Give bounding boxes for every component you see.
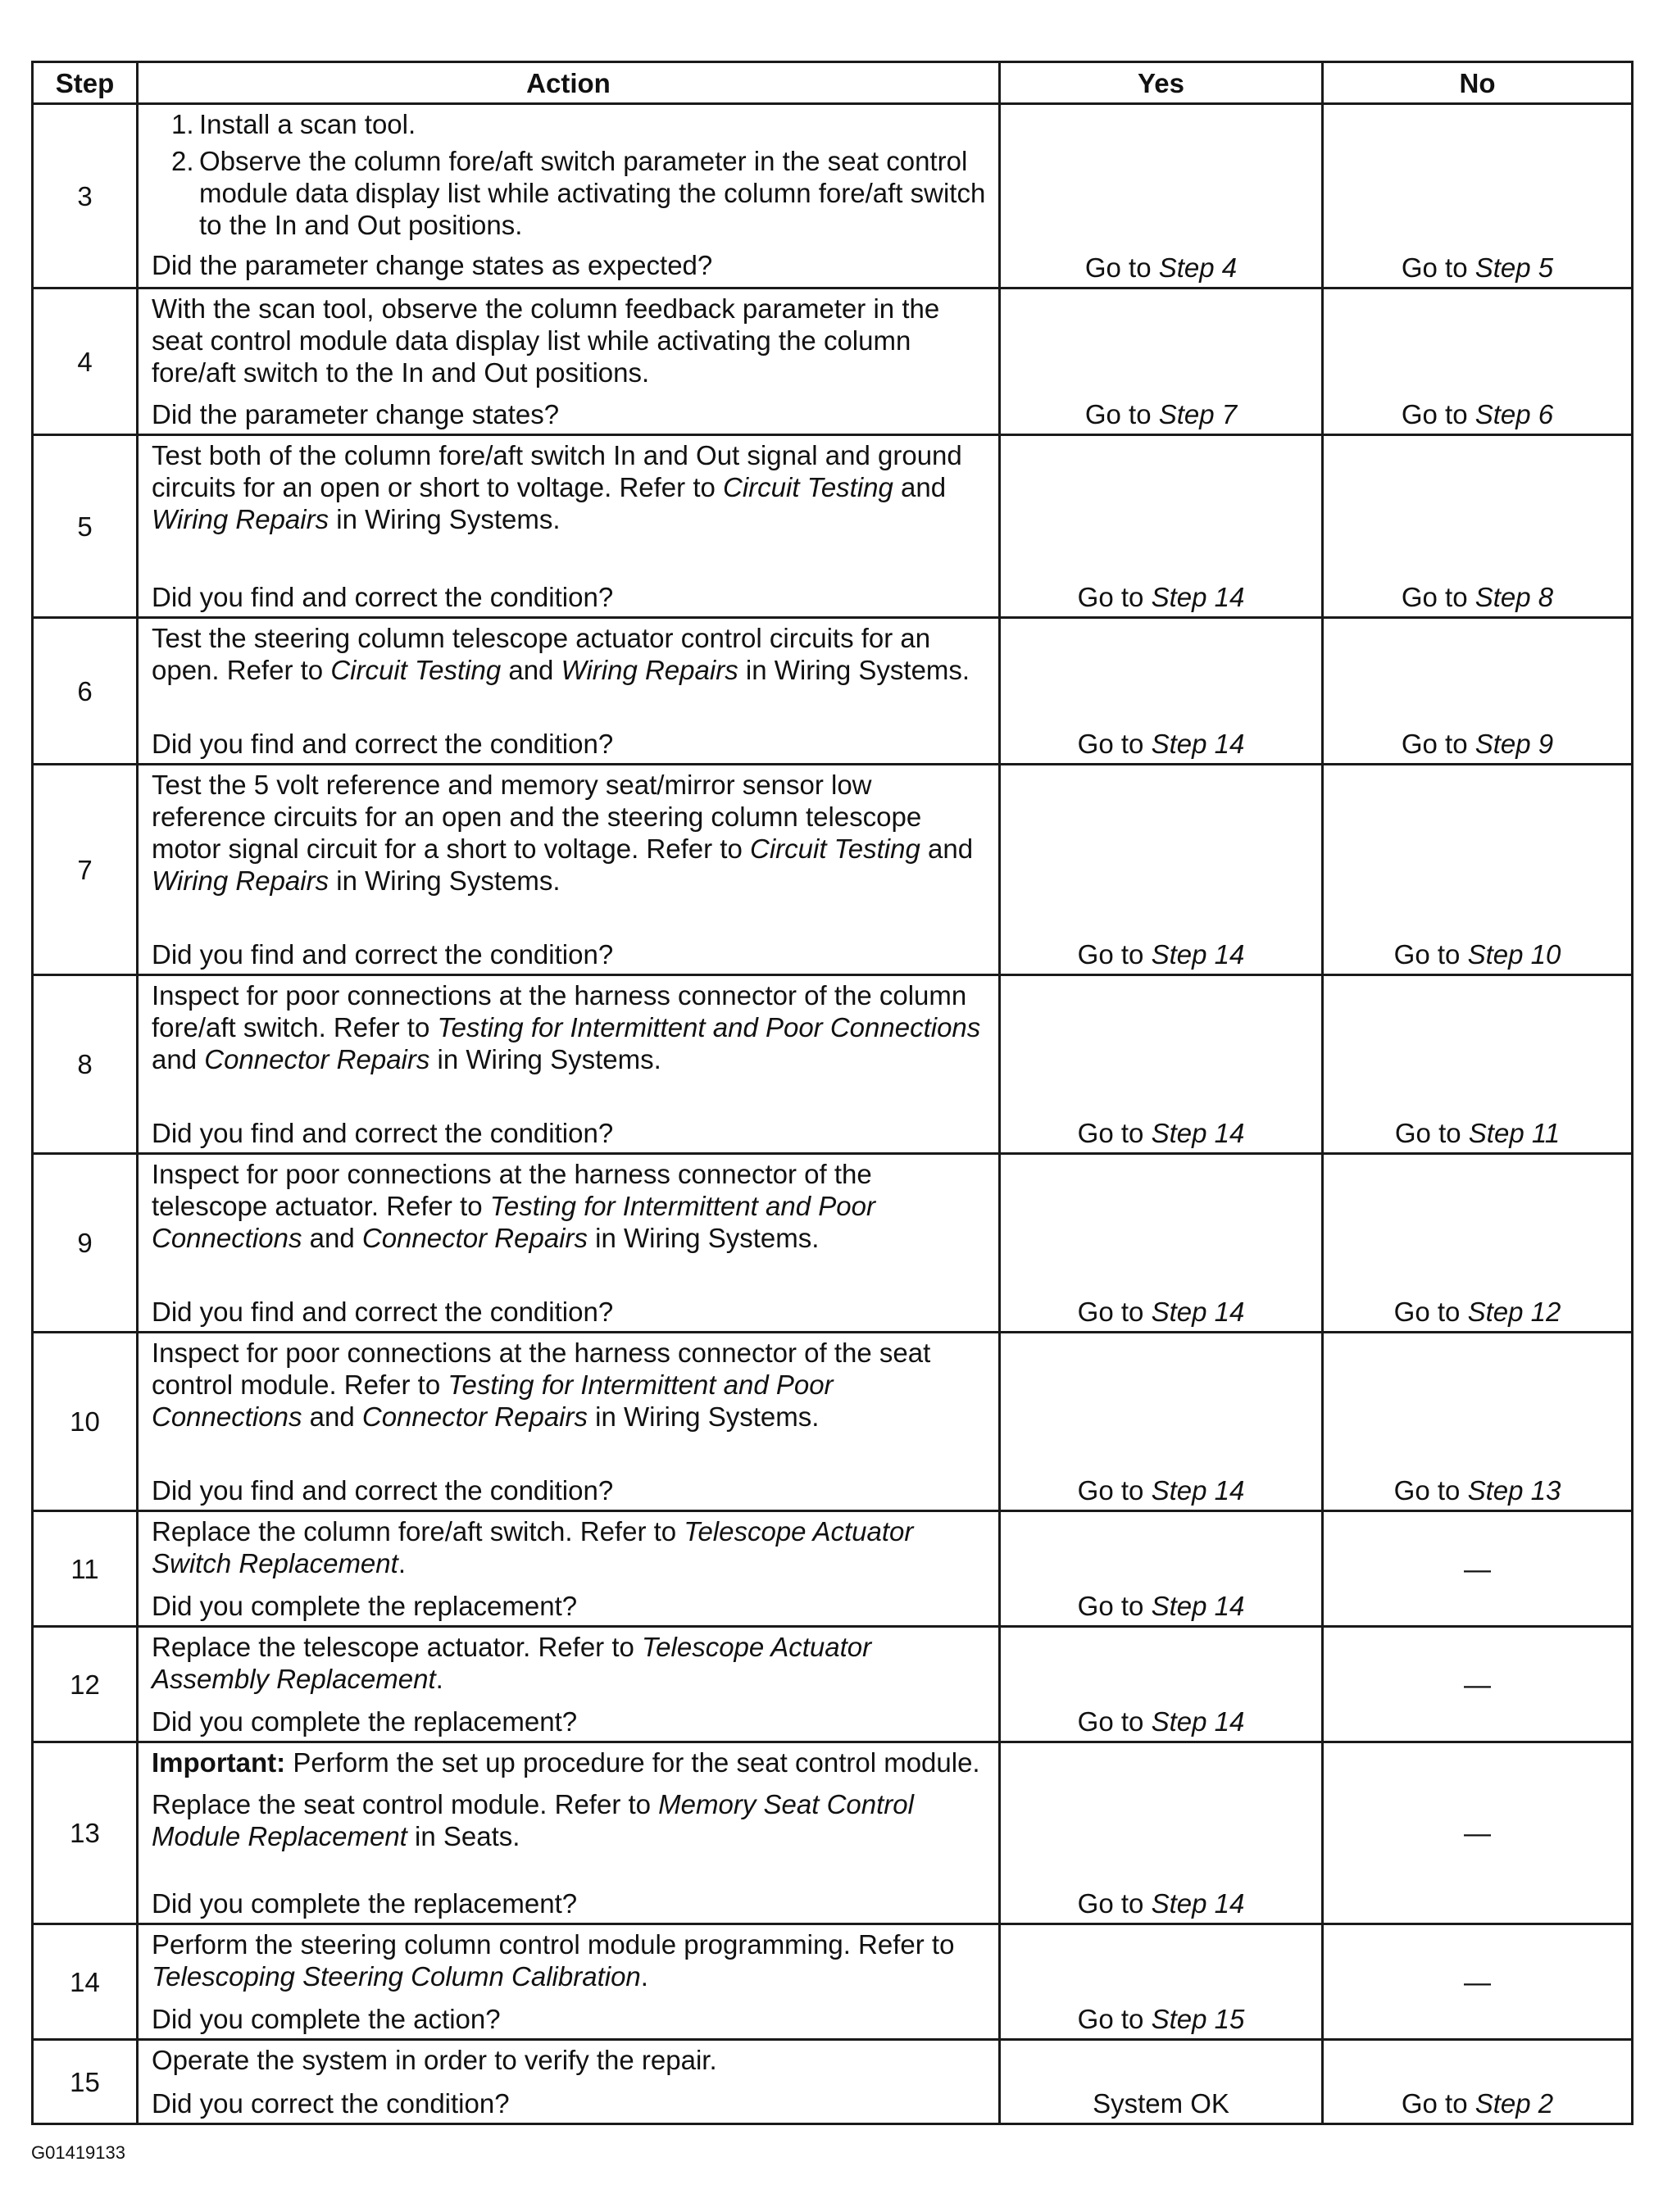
reference-text: Wiring Repairs bbox=[152, 865, 329, 896]
action-text: and bbox=[893, 472, 947, 502]
action-paragraph bbox=[152, 1515, 990, 1579]
step-number: 6 bbox=[33, 618, 138, 765]
action-question: Did you find and correct the condition? bbox=[152, 1118, 614, 1148]
step-link[interactable]: Step 7 bbox=[1158, 399, 1238, 429]
action-text: Operate the system in order to verify the repair. bbox=[152, 2045, 717, 2075]
yes-cell bbox=[1000, 288, 1323, 435]
go-to-text: Go to bbox=[1401, 2088, 1475, 2119]
action-question: Did you complete the replacement? bbox=[152, 1888, 578, 1919]
important-label: Important: bbox=[152, 1747, 286, 1778]
action-text: With the scan tool, observe the column feedback parameter in the seat control module data display list while activating the column fore/aft switch to the In and Out positions. bbox=[152, 293, 940, 388]
action-text: Replace the column fore/aft switch. Refer to bbox=[152, 1516, 684, 1547]
header-yes: Yes bbox=[1000, 62, 1323, 104]
action-paragraph bbox=[152, 2044, 990, 2076]
step-link[interactable]: Step 14 bbox=[1151, 1591, 1245, 1621]
action-text: Inspect for poor connections at the harness connector of the column fore/aft switch. Refer to bbox=[152, 980, 967, 1042]
action-cell bbox=[138, 104, 1000, 288]
action-paragraph bbox=[152, 1158, 990, 1254]
go-to-text: Go to bbox=[1077, 582, 1152, 612]
step-number: 11 bbox=[33, 1511, 138, 1627]
no-cell bbox=[1323, 2040, 1633, 2124]
action-text: Perform the set up procedure for the seat control module. bbox=[285, 1747, 980, 1778]
action-cell bbox=[138, 288, 1000, 435]
action-question: Did you find and correct the condition? bbox=[152, 939, 614, 970]
numbered-item bbox=[152, 145, 990, 241]
reference-text: Telescope Actuator Switch Replacement bbox=[152, 1516, 914, 1578]
go-to-text: Go to bbox=[1077, 2004, 1152, 2034]
action-text: Inspect for poor connections at the harness connector of the seat control module. Refer to bbox=[152, 1338, 931, 1400]
step-link[interactable]: Step 5 bbox=[1475, 252, 1554, 283]
action-text: in Wiring Systems. bbox=[588, 1223, 820, 1253]
action-text: Test the steering column telescope actuator control circuits for an open. Refer to bbox=[152, 623, 931, 685]
step-number: 8 bbox=[33, 975, 138, 1154]
table-body bbox=[33, 104, 1633, 2124]
yes-cell bbox=[1000, 765, 1323, 975]
action-paragraph bbox=[152, 1928, 990, 1992]
action-question: Did you complete the replacement? bbox=[152, 1706, 578, 1737]
step-number: 15 bbox=[33, 2040, 138, 2124]
no-cell bbox=[1323, 1333, 1633, 1511]
reference-text: Memory Seat Control Module Replacement bbox=[152, 1789, 914, 1851]
step-number: 4 bbox=[33, 288, 138, 435]
no-result-dash: — bbox=[1464, 1669, 1491, 1700]
item-number: 2. bbox=[171, 146, 194, 176]
step-link[interactable]: Step 6 bbox=[1475, 399, 1554, 429]
action-paragraph bbox=[152, 1631, 990, 1695]
action-cell bbox=[138, 1511, 1000, 1627]
figure-id: G01419133 bbox=[31, 2142, 125, 2163]
step-number: 13 bbox=[33, 1742, 138, 1924]
table-row bbox=[33, 1333, 1633, 1511]
yes-cell bbox=[1000, 1627, 1323, 1742]
action-question: Did you find and correct the condition? bbox=[152, 582, 614, 612]
diagnostic-table bbox=[31, 61, 1634, 2125]
step-link[interactable]: Step 10 bbox=[1467, 939, 1561, 970]
action-paragraph bbox=[152, 1746, 990, 1778]
step-link[interactable]: Step 14 bbox=[1151, 582, 1245, 612]
item-text: Install a scan tool. bbox=[199, 109, 416, 139]
go-to-text: Go to bbox=[1401, 252, 1475, 283]
action-text: in Wiring Systems. bbox=[329, 865, 561, 896]
step-number: 5 bbox=[33, 435, 138, 618]
action-paragraph bbox=[152, 979, 990, 1075]
reference-text: Testing for Intermittent and Poor Connections bbox=[152, 1191, 875, 1253]
table-row bbox=[33, 288, 1633, 435]
no-result-dash: — bbox=[1464, 1966, 1491, 1997]
step-link[interactable]: Step 14 bbox=[1151, 729, 1245, 759]
go-to-text: Go to bbox=[1077, 939, 1152, 970]
reference-text: Telescoping Steering Column Calibration bbox=[152, 1961, 641, 1992]
header-no: No bbox=[1323, 62, 1633, 104]
action-paragraph bbox=[152, 1788, 990, 1852]
no-cell bbox=[1323, 1742, 1633, 1924]
reference-text: Connector Repairs bbox=[361, 1401, 588, 1432]
table-row bbox=[33, 435, 1633, 618]
yes-cell bbox=[1000, 1511, 1323, 1627]
table-row bbox=[33, 1154, 1633, 1333]
action-text: in Wiring Systems. bbox=[588, 1401, 820, 1432]
reference-text: Testing for Intermittent and Poor Connections bbox=[152, 1369, 834, 1432]
no-cell bbox=[1323, 975, 1633, 1154]
step-link[interactable]: Step 14 bbox=[1151, 1297, 1245, 1327]
reference-text: Connector Repairs bbox=[204, 1044, 430, 1074]
action-question: Did the parameter change states as expected? bbox=[152, 250, 713, 280]
action-text: and bbox=[302, 1401, 362, 1432]
table-row bbox=[33, 1742, 1633, 1924]
no-cell bbox=[1323, 1154, 1633, 1333]
result-text: System OK bbox=[1093, 2088, 1229, 2119]
go-to-text: Go to bbox=[1077, 1475, 1152, 1506]
yes-cell bbox=[1000, 2040, 1323, 2124]
step-link[interactable]: Step 2 bbox=[1475, 2088, 1554, 2119]
action-question: Did you correct the condition? bbox=[152, 2088, 510, 2119]
step-link[interactable]: Step 13 bbox=[1467, 1475, 1561, 1506]
go-to-text: Go to bbox=[1077, 1591, 1152, 1621]
yes-cell bbox=[1000, 1154, 1323, 1333]
action-cell bbox=[138, 2040, 1000, 2124]
reference-text: Circuit Testing bbox=[749, 833, 920, 864]
no-cell bbox=[1323, 765, 1633, 975]
step-number: 9 bbox=[33, 1154, 138, 1333]
yes-cell bbox=[1000, 1924, 1323, 2040]
step-link[interactable]: Step 14 bbox=[1151, 1118, 1245, 1148]
step-link[interactable]: Step 14 bbox=[1151, 1888, 1245, 1919]
action-cell bbox=[138, 1627, 1000, 1742]
no-cell bbox=[1323, 435, 1633, 618]
yes-cell bbox=[1000, 1742, 1323, 1924]
step-number: 10 bbox=[33, 1333, 138, 1511]
step-link[interactable]: Step 9 bbox=[1475, 729, 1554, 759]
go-to-text: Go to bbox=[1084, 252, 1159, 283]
yes-cell bbox=[1000, 975, 1323, 1154]
action-text: and bbox=[501, 655, 561, 685]
numbered-item bbox=[152, 108, 990, 140]
no-result-dash: — bbox=[1464, 1818, 1491, 1848]
reference-text: Testing for Intermittent and Poor Connections bbox=[437, 1012, 981, 1042]
reference-text: Circuit Testing bbox=[330, 655, 502, 685]
no-cell bbox=[1323, 618, 1633, 765]
go-to-text: Go to bbox=[1084, 399, 1159, 429]
yes-cell bbox=[1000, 1333, 1323, 1511]
action-cell bbox=[138, 765, 1000, 975]
table-row bbox=[33, 104, 1633, 288]
go-to-text: Go to bbox=[1393, 939, 1468, 970]
go-to-text: Go to bbox=[1394, 1118, 1469, 1148]
no-cell bbox=[1323, 288, 1633, 435]
step-link[interactable]: Step 11 bbox=[1468, 1118, 1561, 1148]
step-link[interactable]: Step 14 bbox=[1151, 1475, 1245, 1506]
paragraph-spacer bbox=[152, 1778, 990, 1788]
action-text: Replace the telescope actuator. Refer to bbox=[152, 1632, 643, 1662]
reference-text: Wiring Repairs bbox=[152, 504, 329, 534]
action-cell bbox=[138, 1333, 1000, 1511]
action-text: and bbox=[302, 1223, 362, 1253]
action-text: and bbox=[920, 833, 974, 864]
step-link[interactable]: Step 14 bbox=[1151, 1706, 1245, 1737]
action-paragraph bbox=[152, 439, 990, 535]
yes-cell bbox=[1000, 104, 1323, 288]
go-to-text: Go to bbox=[1401, 729, 1475, 759]
step-link[interactable]: Step 8 bbox=[1475, 582, 1554, 612]
action-question: Did you find and correct the condition? bbox=[152, 729, 614, 759]
header-row bbox=[33, 62, 1633, 104]
action-text: . bbox=[398, 1548, 406, 1578]
table-row bbox=[33, 1924, 1633, 2040]
action-question: Did you complete the action? bbox=[152, 2004, 501, 2034]
action-text: in Seats. bbox=[407, 1821, 520, 1851]
action-cell bbox=[138, 1154, 1000, 1333]
action-question: Did you find and correct the condition? bbox=[152, 1475, 614, 1506]
action-paragraph bbox=[152, 622, 990, 686]
table-row bbox=[33, 2040, 1633, 2124]
action-cell bbox=[138, 975, 1000, 1154]
table-row bbox=[33, 765, 1633, 975]
action-paragraph bbox=[152, 769, 990, 897]
reference-text: Connector Repairs bbox=[361, 1223, 588, 1253]
no-cell bbox=[1323, 1924, 1633, 2040]
reference-text: Wiring Repairs bbox=[561, 655, 738, 685]
go-to-text: Go to bbox=[1393, 1297, 1468, 1327]
yes-cell bbox=[1000, 435, 1323, 618]
action-cell bbox=[138, 435, 1000, 618]
action-text: Test the 5 volt reference and memory seat/mirror sensor low reference circuits for an open and the steering column telescope motor signal circuit for a short to voltage. Refer to bbox=[152, 770, 922, 864]
table-row bbox=[33, 618, 1633, 765]
action-paragraph bbox=[152, 293, 990, 388]
action-cell bbox=[138, 1924, 1000, 2040]
item-number: 1. bbox=[171, 109, 194, 139]
header-step: Step bbox=[33, 62, 138, 104]
action-text: . bbox=[435, 1664, 443, 1694]
table-row bbox=[33, 1511, 1633, 1627]
action-text: Test both of the column fore/aft switch In and Out signal and ground circuits for an open or short to voltage. Refer to bbox=[152, 440, 962, 502]
no-result-dash: — bbox=[1464, 1553, 1491, 1584]
table-row bbox=[33, 975, 1633, 1154]
step-number: 12 bbox=[33, 1627, 138, 1742]
go-to-text: Go to bbox=[1077, 1888, 1152, 1919]
reference-text: Circuit Testing bbox=[723, 472, 893, 502]
item-text: Observe the column fore/aft switch parameter in the seat control module data display list while activating the column fore/aft switch to the In and Out positions. bbox=[199, 146, 986, 240]
action-paragraph bbox=[152, 1337, 990, 1433]
go-to-text: Go to bbox=[1401, 582, 1475, 612]
go-to-text: Go to bbox=[1077, 1706, 1152, 1737]
action-text: in Wiring Systems. bbox=[738, 655, 970, 685]
action-text: in Wiring Systems. bbox=[329, 504, 561, 534]
action-question: Did you complete the replacement? bbox=[152, 1591, 578, 1621]
no-cell bbox=[1323, 1511, 1633, 1627]
action-text: Perform the steering column control module programming. Refer to bbox=[152, 1929, 955, 1960]
step-link[interactable]: Step 15 bbox=[1151, 2004, 1245, 2034]
go-to-text: Go to bbox=[1077, 1297, 1152, 1327]
go-to-text: Go to bbox=[1401, 399, 1475, 429]
no-cell bbox=[1323, 1627, 1633, 1742]
step-number: 7 bbox=[33, 765, 138, 975]
action-question: Did the parameter change states? bbox=[152, 399, 560, 429]
action-cell bbox=[138, 618, 1000, 765]
action-text: . bbox=[640, 1961, 648, 1992]
go-to-text: Go to bbox=[1393, 1475, 1468, 1506]
header-action: Action bbox=[138, 62, 1000, 104]
action-question: Did you find and correct the condition? bbox=[152, 1297, 614, 1327]
step-link[interactable]: Step 12 bbox=[1467, 1297, 1561, 1327]
action-text: and bbox=[152, 1044, 205, 1074]
action-text: Replace the seat control module. Refer to bbox=[152, 1789, 659, 1819]
go-to-text: Go to bbox=[1077, 729, 1152, 759]
action-text: Inspect for poor connections at the harness connector of the telescope actuator. Refer to bbox=[152, 1159, 872, 1221]
yes-cell bbox=[1000, 618, 1323, 765]
step-number: 14 bbox=[33, 1924, 138, 2040]
step-link[interactable]: Step 4 bbox=[1158, 252, 1238, 283]
action-text: in Wiring Systems. bbox=[429, 1044, 661, 1074]
reference-text: Telescope Actuator Assembly Replacement bbox=[152, 1632, 872, 1694]
no-cell bbox=[1323, 104, 1633, 288]
step-link[interactable]: Step 14 bbox=[1151, 939, 1245, 970]
go-to-text: Go to bbox=[1077, 1118, 1152, 1148]
action-cell bbox=[138, 1742, 1000, 1924]
table-row bbox=[33, 1627, 1633, 1742]
step-number: 3 bbox=[33, 104, 138, 288]
